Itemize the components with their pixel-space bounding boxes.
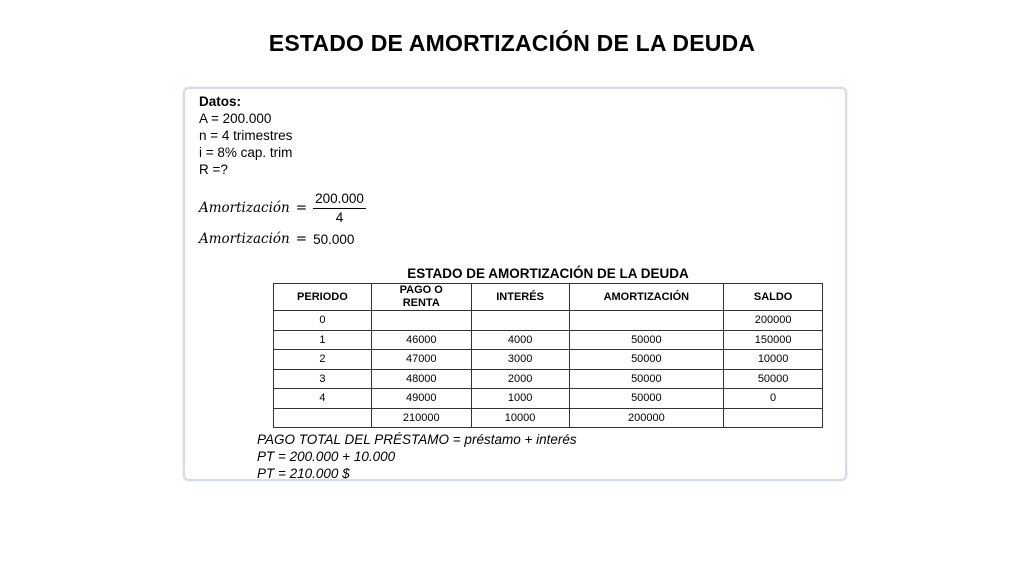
cell-amortizacion: 50000 — [569, 330, 724, 350]
fraction-numerator: 200.000 — [313, 191, 366, 209]
table-row — [274, 350, 823, 370]
cell-periodo: 4 — [274, 389, 372, 409]
header-periodo: PERIODO — [274, 284, 372, 311]
cell-saldo — [724, 408, 823, 428]
cell-interes — [471, 311, 569, 331]
header-pago-renta — [371, 284, 471, 311]
cell-amortizacion: 50000 — [569, 350, 724, 370]
pago-total-block — [257, 431, 577, 482]
table-row — [274, 311, 823, 331]
cell-periodo — [274, 408, 372, 428]
formula2-lhs: Amortización — [199, 231, 290, 247]
cell-periodo: 0 — [274, 311, 372, 331]
cell-periodo: 3 — [274, 369, 372, 389]
pt-result-line: PT = 210.000 $ — [257, 466, 350, 481]
cell-saldo: 50000 — [724, 369, 823, 389]
cell-saldo: 0 — [724, 389, 823, 409]
pt-sum-line: PT = 200.000 + 10.000 — [257, 449, 396, 464]
cell-saldo: 10000 — [724, 350, 823, 370]
cell-interes: 4000 — [471, 330, 569, 350]
cell-interes: 1000 — [471, 389, 569, 409]
cell-pago: 47000 — [371, 350, 471, 370]
formula2-equals: = — [295, 231, 308, 247]
datos-line-r: R =? — [199, 162, 228, 177]
cell-amortizacion — [569, 311, 724, 331]
formula-amortizacion-result — [199, 219, 354, 259]
cell-interes: 2000 — [471, 369, 569, 389]
table-row — [274, 389, 823, 409]
cell-saldo: 150000 — [724, 330, 823, 350]
table-row — [274, 330, 823, 350]
datos-line-a: A = 200.000 — [199, 111, 272, 126]
header-amortizacion: AMORTIZACIÓN — [569, 284, 724, 311]
header-interes: INTERÉS — [471, 284, 569, 311]
cell-periodo: 1 — [274, 330, 372, 350]
cell-interes-total: 10000 — [471, 408, 569, 428]
table-totals-row — [274, 408, 823, 428]
cell-interes: 3000 — [471, 350, 569, 370]
datos-block — [199, 93, 292, 178]
cell-periodo: 2 — [274, 350, 372, 370]
header-saldo: SALDO — [724, 284, 823, 311]
formula2-value: 50.000 — [313, 231, 355, 247]
formula1-equals: = — [295, 200, 308, 216]
fraction-denominator: 4 — [335, 210, 344, 225]
cell-pago: 49000 — [371, 389, 471, 409]
datos-heading: Datos: — [199, 94, 242, 109]
header-pago-renta-label: PAGO O RENTA — [399, 284, 443, 309]
datos-line-n: n = 4 trimestres — [199, 128, 293, 143]
formula1-lhs: Amortización — [199, 200, 290, 216]
amortization-table — [273, 283, 823, 428]
cell-pago-total: 210000 — [371, 408, 471, 428]
slide-title: ESTADO DE AMORTIZACIÓN DE LA DEUDA — [268, 30, 756, 56]
table-title: ESTADO DE AMORTIZACIÓN DE LA DEUDA — [407, 266, 689, 281]
cell-pago: 46000 — [371, 330, 471, 350]
cell-pago: 48000 — [371, 369, 471, 389]
content-card — [183, 87, 847, 481]
cell-pago — [371, 311, 471, 331]
datos-line-i: i = 8% cap. trim — [199, 145, 293, 160]
table-row — [274, 369, 823, 389]
cell-amortizacion: 50000 — [569, 389, 724, 409]
table-header-row — [274, 284, 823, 311]
cell-amortizacion: 50000 — [569, 369, 724, 389]
pago-total-line: PAGO TOTAL DEL PRÉSTAMO = préstamo + interés — [257, 432, 577, 447]
cell-saldo: 200000 — [724, 311, 823, 331]
cell-amortizacion-total: 200000 — [569, 408, 724, 428]
